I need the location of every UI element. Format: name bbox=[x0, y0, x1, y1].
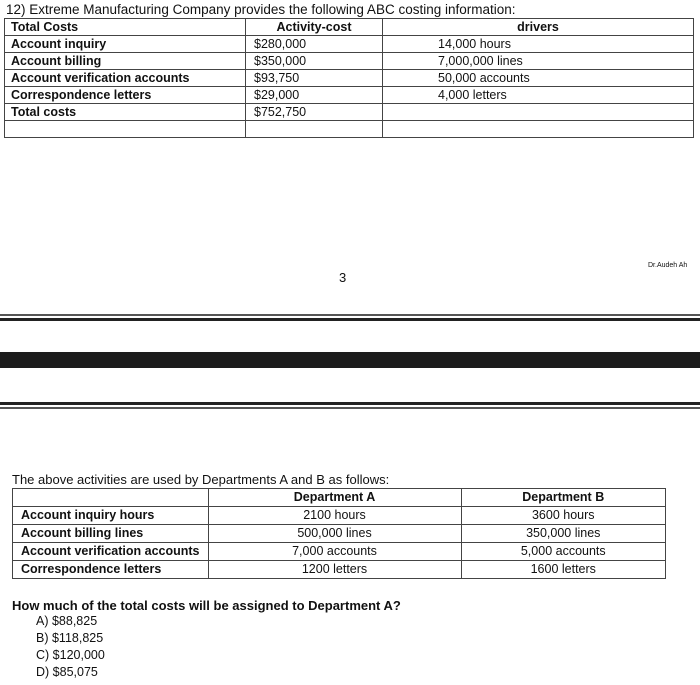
department-a-value: 500,000 lines bbox=[208, 525, 461, 543]
department-a-value: 1200 letters bbox=[208, 561, 461, 579]
table-row bbox=[5, 104, 694, 121]
activity-name: Correspondence letters bbox=[5, 87, 246, 104]
activity-cost: $93,750 bbox=[246, 70, 383, 87]
header-blank bbox=[13, 489, 209, 507]
activity-driver: 14,000 hours bbox=[383, 36, 694, 53]
table-row bbox=[13, 561, 666, 579]
question-title: 12) Extreme Manufacturing Company provides the following ABC costing information: bbox=[6, 2, 516, 17]
page-number: 3 bbox=[339, 270, 347, 285]
usage-label: Account billing lines bbox=[13, 525, 209, 543]
header-department-b: Department B bbox=[461, 489, 665, 507]
activity-driver: 7,000,000 lines bbox=[383, 53, 694, 70]
header-activity-cost: Activity-cost bbox=[246, 19, 383, 36]
department-a-value: 2100 hours bbox=[208, 507, 461, 525]
table-row bbox=[5, 70, 694, 87]
table-row bbox=[5, 53, 694, 70]
header-drivers: drivers bbox=[383, 19, 694, 36]
page-divider-line bbox=[0, 402, 700, 405]
activity-driver: 4,000 letters bbox=[383, 87, 694, 104]
question-text: How much of the total costs will be assigned to Department A? bbox=[12, 598, 401, 613]
table-row bbox=[13, 543, 666, 561]
usage-label: Correspondence letters bbox=[13, 561, 209, 579]
department-b-value: 5,000 accounts bbox=[461, 543, 665, 561]
activity-driver bbox=[383, 104, 694, 121]
activity-cost: $29,000 bbox=[246, 87, 383, 104]
answer-option-c[interactable]: C) $120,000 bbox=[36, 648, 105, 662]
answer-option-d[interactable]: D) $85,075 bbox=[36, 665, 98, 679]
answer-option-b[interactable]: B) $118,825 bbox=[36, 631, 104, 645]
department-intro: The above activities are used by Departments A and B as follows: bbox=[12, 472, 390, 487]
table-row bbox=[5, 87, 694, 104]
table-row bbox=[5, 36, 694, 53]
answer-option-a[interactable]: A) $88,825 bbox=[36, 614, 98, 628]
table-row bbox=[13, 507, 666, 525]
activity-name: Account verification accounts bbox=[5, 70, 246, 87]
usage-label: Account inquiry hours bbox=[13, 507, 209, 525]
header-department-a: Department A bbox=[208, 489, 461, 507]
usage-label: Account verification accounts bbox=[13, 543, 209, 561]
page-divider-line bbox=[0, 407, 700, 409]
activity-cost: $350,000 bbox=[246, 53, 383, 70]
page-divider-band bbox=[0, 352, 700, 368]
table-row bbox=[13, 525, 666, 543]
activity-name: Account billing bbox=[5, 53, 246, 70]
table-row-empty bbox=[5, 121, 694, 138]
activity-name: Total costs bbox=[5, 104, 246, 121]
header-total-costs: Total Costs bbox=[5, 19, 246, 36]
abc-costing-table bbox=[4, 18, 694, 138]
activity-cost: $752,750 bbox=[246, 104, 383, 121]
department-b-value: 3600 hours bbox=[461, 507, 665, 525]
department-b-value: 350,000 lines bbox=[461, 525, 665, 543]
table-header-row bbox=[13, 489, 666, 507]
department-a-value: 7,000 accounts bbox=[208, 543, 461, 561]
page-divider-line bbox=[0, 314, 700, 316]
activity-name: Account inquiry bbox=[5, 36, 246, 53]
activity-cost: $280,000 bbox=[246, 36, 383, 53]
department-usage-table bbox=[12, 488, 666, 579]
author-signature: Dr.Audeh Ah bbox=[648, 262, 688, 269]
page-divider-line bbox=[0, 318, 700, 321]
activity-driver: 50,000 accounts bbox=[383, 70, 694, 87]
department-b-value: 1600 letters bbox=[461, 561, 665, 579]
table-header-row bbox=[5, 19, 694, 36]
